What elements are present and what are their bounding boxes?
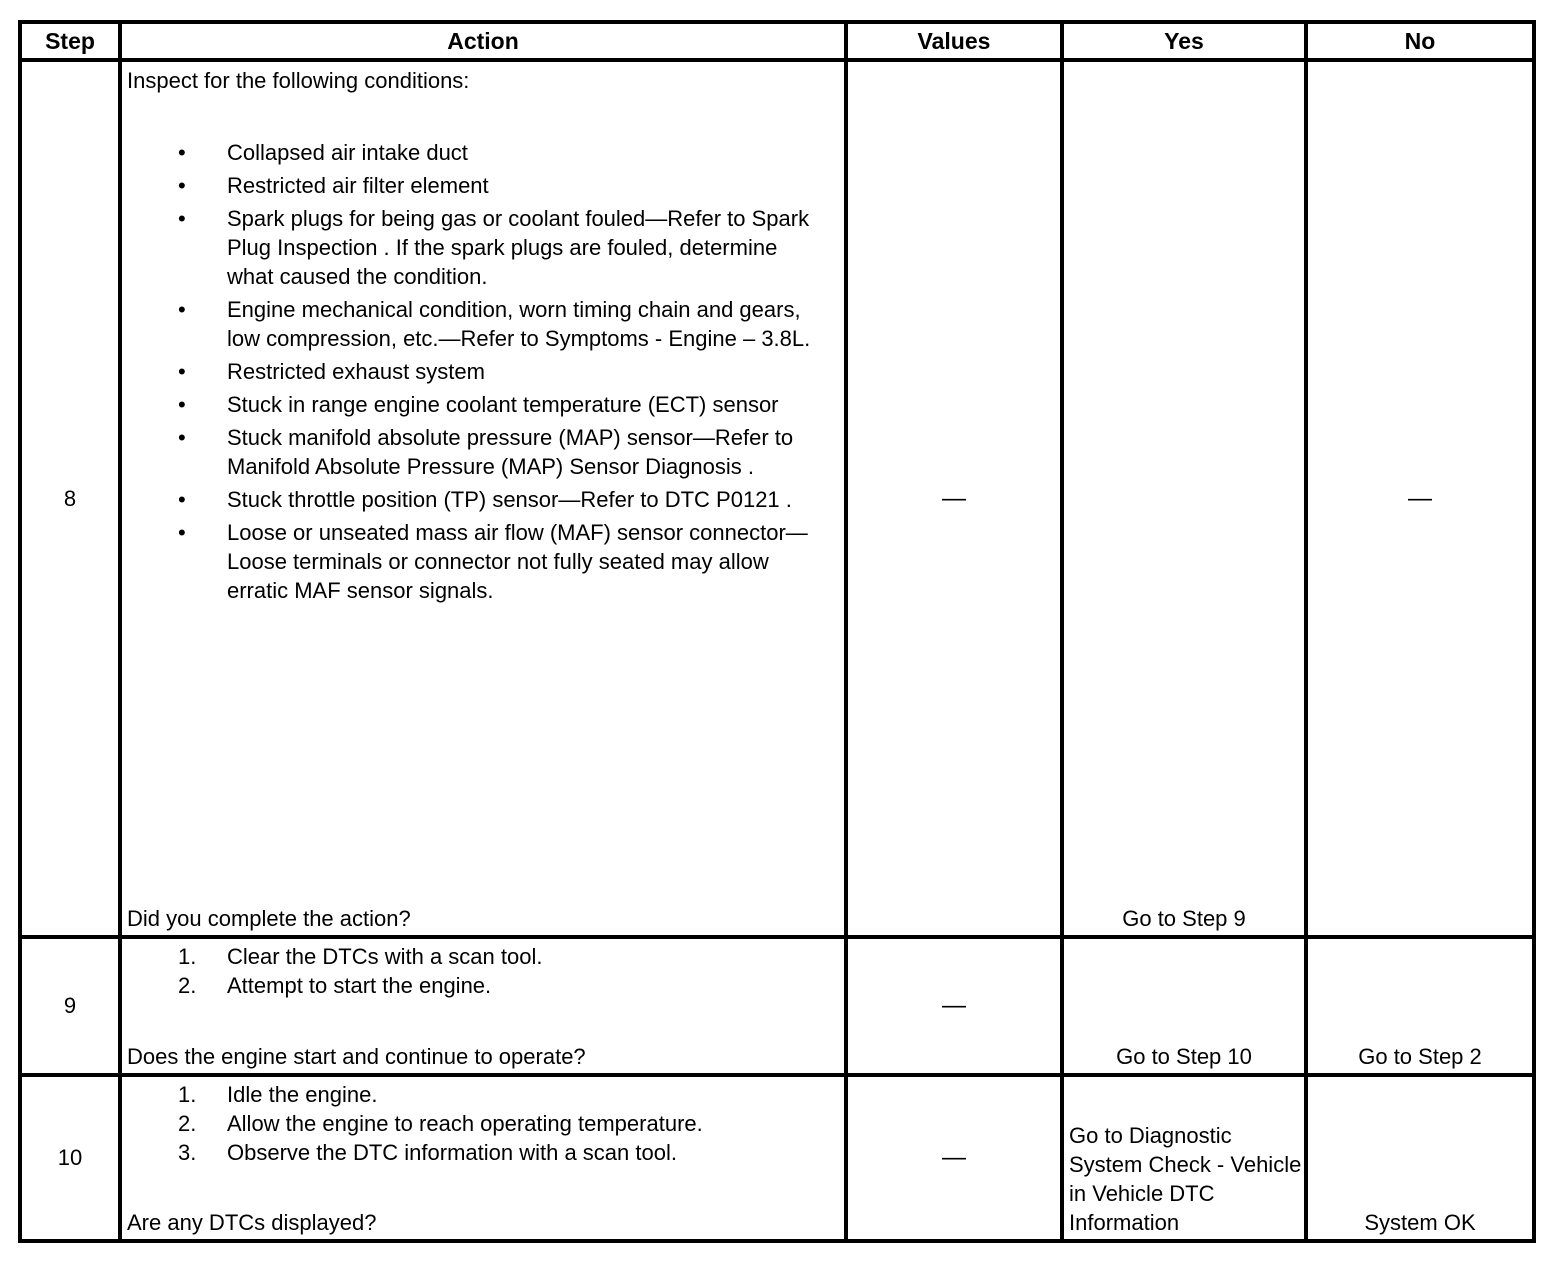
action-question: Did you complete the action? (127, 906, 411, 931)
no-cell: — (1306, 60, 1534, 937)
bullet-icon: • (178, 173, 186, 198)
table-row (20, 1075, 1534, 1241)
list-item (122, 357, 822, 386)
condition-text: Collapsed air intake duct (227, 140, 468, 165)
condition-list (122, 138, 822, 609)
step-text: Observe the DTC information with a scan tool. (227, 1140, 677, 1165)
list-item (122, 423, 822, 481)
list-item (122, 1080, 822, 1109)
no-link: System OK (1364, 1210, 1476, 1235)
step-index: 2. (178, 1111, 197, 1136)
step-index: 3. (178, 1140, 197, 1165)
table-row (20, 60, 1534, 937)
yes-cell (1062, 1075, 1306, 1241)
step-text: Clear the DTCs with a scan tool. (227, 944, 543, 969)
step-text: Allow the engine to reach operating temperature. (227, 1111, 703, 1136)
no-link: Go to Step 2 (1358, 1044, 1482, 1069)
bullet-icon: • (178, 392, 186, 417)
header-action: Action (120, 22, 846, 60)
action-cell (120, 937, 846, 1075)
condition-text: Stuck throttle position (TP) sensor—Refer to DTC P0121 . (227, 487, 792, 512)
condition-text: Restricted air filter element (227, 173, 489, 198)
table-row (20, 937, 1534, 1075)
bullet-icon: • (178, 520, 186, 545)
header-no: No (1306, 22, 1534, 60)
list-item (122, 518, 822, 605)
condition-text: Loose or unseated mass air flow (MAF) sensor connector—Loose terminals or connector not fully seated may allow erratic MAF sensor signals. (227, 520, 808, 603)
yes-cell (1062, 60, 1306, 937)
step-list (122, 942, 822, 1000)
values-cell: — (846, 1075, 1062, 1241)
step-list (122, 1080, 822, 1167)
action-cell (120, 1075, 846, 1241)
yes-link: Go to Diagnostic System Check - Vehicle in Vehicle DTC Information (1069, 1123, 1302, 1235)
yes-cell (1062, 937, 1306, 1075)
list-item (122, 1138, 822, 1167)
list-item (122, 971, 822, 1000)
condition-text: Engine mechanical condition, worn timing chain and gears, low compression, etc.—Refer to Symptoms - Engine – 3.8L. (227, 297, 811, 351)
yes-link: Go to Step 10 (1116, 1044, 1252, 1069)
list-item (122, 390, 822, 419)
bullet-icon: • (178, 140, 186, 165)
bullet-icon: • (178, 425, 186, 450)
action-question: Are any DTCs displayed? (127, 1210, 377, 1235)
condition-text: Stuck manifold absolute pressure (MAP) sensor—Refer to Manifold Absolute Pressure (MAP) Sensor Diagnosis . (227, 425, 794, 479)
list-item (122, 1109, 822, 1138)
values-cell: — (846, 60, 1062, 937)
list-item (122, 295, 822, 353)
diagnostic-table (18, 20, 1536, 1243)
list-item (122, 204, 822, 291)
header-step: Step (20, 22, 120, 60)
step-text: Attempt to start the engine. (227, 973, 492, 998)
step-number: 9 (20, 937, 120, 1075)
bullet-icon: • (178, 206, 186, 231)
step-number: 8 (20, 60, 120, 937)
step-text: Idle the engine. (227, 1082, 378, 1107)
step-index: 1. (178, 944, 197, 969)
header-yes: Yes (1062, 22, 1306, 60)
values-cell: — (846, 937, 1062, 1075)
step-index: 1. (178, 1082, 197, 1107)
header-row (20, 22, 1534, 60)
list-item (122, 485, 822, 514)
step-index: 2. (178, 973, 197, 998)
list-item (122, 138, 822, 167)
condition-text: Stuck in range engine coolant temperature (ECT) sensor (227, 392, 779, 417)
header-values: Values (846, 22, 1062, 60)
no-cell (1306, 937, 1534, 1075)
action-cell (120, 60, 846, 937)
no-cell (1306, 1075, 1534, 1241)
bullet-icon: • (178, 487, 186, 512)
condition-text: Restricted exhaust system (227, 359, 485, 384)
action-intro: Inspect for the following conditions: (127, 68, 470, 93)
list-item (122, 942, 822, 971)
bullet-icon: • (178, 297, 186, 322)
yes-link: Go to Step 9 (1122, 906, 1246, 931)
condition-text: Spark plugs for being gas or coolant fouled—Refer to Spark Plug Inspection . If the spark plugs are fouled, determine what caused the condition. (227, 206, 810, 289)
action-question: Does the engine start and continue to operate? (127, 1044, 586, 1069)
bullet-icon: • (178, 359, 186, 384)
list-item (122, 171, 822, 200)
step-number: 10 (20, 1075, 120, 1241)
